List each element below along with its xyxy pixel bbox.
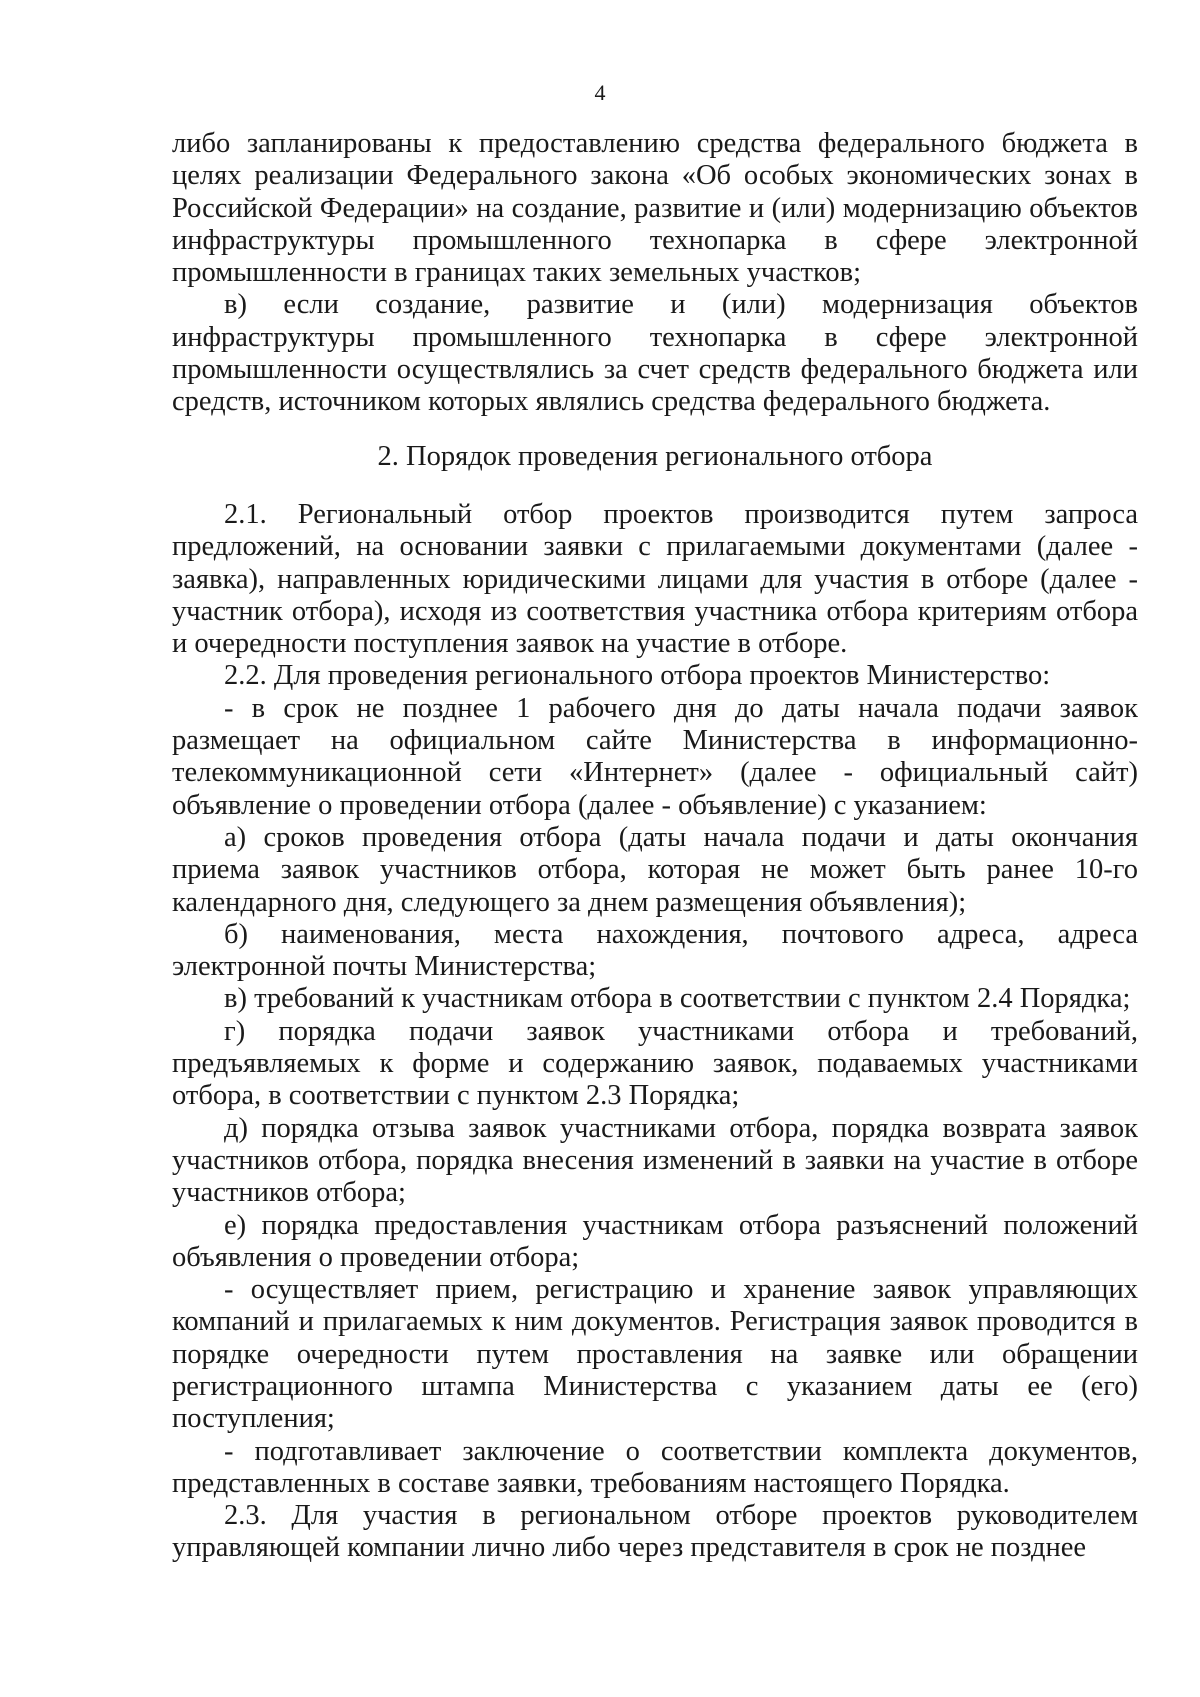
paragraph: - подготавливает заключение о соответствии комплекта документов, представленных в составе заявки, требованиям настоящего Порядка. xyxy=(172,1435,1138,1499)
paragraph: в) если создание, развитие и (или) модернизация объектов инфраструктуры промышленного технопарка в сфере электронной промышленности осуществлялись за счет средств федерального бюджета или средств, источником которых являлись средства федерального бюджета. xyxy=(172,289,1138,418)
paragraph: б) наименования, места нахождения, почтового адреса, адреса электронной почты Министерства; xyxy=(172,918,1138,983)
section-heading: 2. Порядок проведения регионального отбора xyxy=(377,440,933,472)
paragraph: - осуществляет прием, регистрацию и хранение заявок управляющих компаний и прилагаемых к ним документов. Регистрация заявок проводится в порядке очередности путем проставления на заявке или обращении регистрационного штампа Министерства с указанием даты ее (его) поступления; xyxy=(172,1274,1138,1435)
paragraph: в) требований к участникам отбора в соответствии с пунктом 2.4 Порядка; xyxy=(224,983,1131,1015)
paragraph: - в срок не позднее 1 рабочего дня до даты начала подачи заявок размещает на официальном сайте Министерства в информационно-телекоммуникационной сети «Интернет» (далее - официальный сайт) объявление о проведении отбора (далее - объявление) с указанием: xyxy=(172,692,1138,821)
document-body xyxy=(172,128,1138,1565)
paragraph: 2.2. Для проведения регионального отбора проектов Министерство: xyxy=(224,660,1051,692)
paragraph: 2.3. Для участия в региональном отборе проектов руководителем управляющей компании лично либо через представителя в срок не позднее xyxy=(172,1500,1138,1564)
page-number: 4 xyxy=(594,80,606,105)
paragraph: а) сроков проведения отбора (даты начала подачи и даты окончания приема заявок участников отбора, которая не может быть ранее 10-го календарного дня, следующего за днем размещения объявления); xyxy=(172,821,1138,918)
paragraph: либо запланированы к предоставлению средства федерального бюджета в целях реализации Федерального закона «Об особых экономических зонах в Российской Федерации» на создание, развитие и (или) модернизацию объектов инфраструктуры промышленного технопарка в сфере электронной промышленности в границах таких земельных участков; xyxy=(172,128,1138,289)
paragraph: 2.1. Региональный отбор проектов производится путем запроса предложений, на основании заявки с прилагаемыми документами (далее - заявка), направленных юридическими лицами для участия в отборе (далее - участник отбора), исходя из соответствия участника отбора критериям отбора и очередности поступления заявок на участие в отборе. xyxy=(172,498,1138,660)
paragraph: д) порядка отзыва заявок участниками отбора, порядка возврата заявок участников отбора, порядка внесения изменений в заявки на участие в отборе участников отбора; xyxy=(172,1112,1138,1209)
paragraph: е) порядка предоставления участникам отбора разъяснений положений объявления о проведении отбора; xyxy=(172,1209,1138,1273)
paragraph: г) порядка подачи заявок участниками отбора и требований, предъявляемых к форме и содержанию заявок, подаваемых участниками отбора, в соответствии с пунктом 2.3 Порядка; xyxy=(172,1015,1138,1112)
